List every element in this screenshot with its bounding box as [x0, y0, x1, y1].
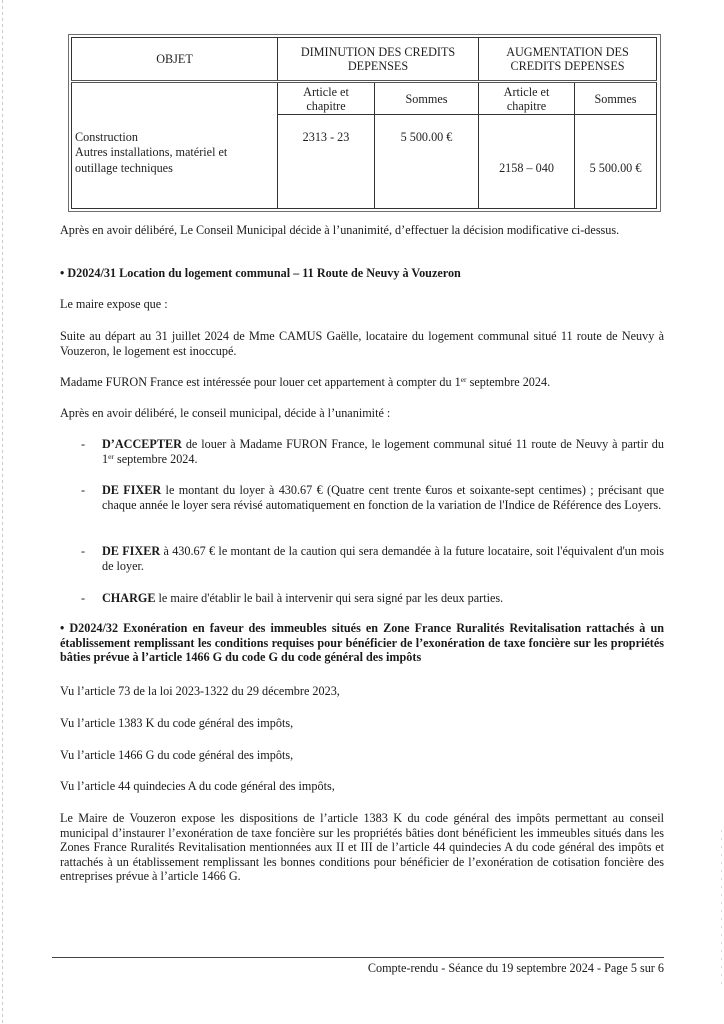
list-dash: -: [81, 437, 86, 451]
list-item-sup: er: [108, 451, 114, 461]
objet-line-1: Construction: [75, 129, 138, 144]
list-dash: -: [81, 483, 86, 497]
list-item: [102, 483, 664, 512]
header-objet: OBJET: [72, 38, 278, 82]
objet-line-2: Autres installations, matériel et outillage techniques: [75, 145, 228, 175]
section-31-title: • D2024/31 Location du logement communal – 11 Route de Neuvy à Vouzeron: [60, 266, 461, 280]
cell-aug-article: 2158 – 040: [479, 115, 575, 209]
subheader-aug-article: Article et chapitre: [479, 82, 575, 115]
credits-table-frame: [68, 34, 661, 212]
cell-objet: [72, 115, 278, 209]
list-dash: -: [81, 591, 86, 605]
cell-dim-article: 2313 - 23: [278, 115, 375, 209]
subheader-dim-article: Article et chapitre: [278, 82, 375, 115]
list-item-text-end: septembre 2024.: [113, 451, 198, 466]
objet-spacer: [72, 82, 278, 115]
vu-item: Vu l’article 1383 K du code général des impôts,: [60, 716, 294, 730]
vu-item: Vu l’article 44 quindecies A du code général des impôts,: [60, 779, 335, 793]
list-item: [102, 591, 664, 606]
list-item: [102, 544, 664, 573]
section-31-p1: Suite au départ au 31 juillet 2024 de Mme CAMUS Gaëlle, locataire du logement communal situé 11 route de Neuvy à Vouzeron, le logement est inoccupé.: [60, 329, 664, 358]
section-31-p3: Après en avoir délibéré, le conseil municipal, décide à l’unanimité :: [60, 406, 391, 420]
section-31-p2: [60, 375, 664, 390]
list-item-text: le montant du loyer à 430.67 € (Quatre cent trente €uros et soixante-sept centimes) ; précisant que chaque année le loyer sera révisé automatiquement en fonction de la variation de l'Indice de Référence des Loyers.: [102, 483, 664, 512]
list-item-keyword: D’ACCEPTER: [102, 437, 182, 451]
section-32-expose: Le Maire de Vouzeron expose les dispositions de l’article 1383 K du code général des impôts permettant au conseil municipal d’instaurer l’exonération de taxe foncière sur les propriétés bâties dont bénéficient les immeubles situés dans les Zones France Ruralités Revitalisation mentionnées aux II et III de l’article 44 quindecies A du code général des impôts et rattachés à un établissement remplissant les bonnes conditions pour bénéficier de l’exonération de cotisation foncière des entreprises prévue à l’article 1466 G.: [60, 811, 664, 884]
page-footer: Compte-rendu - Séance du 19 septembre 2024 - Page 5 sur 6: [367, 961, 664, 975]
subheader-aug-sommes: Sommes: [575, 82, 657, 115]
list-item-keyword: DE FIXER: [102, 483, 162, 497]
table-subheader-row: [72, 82, 657, 115]
scan-artifact-left: [2, 0, 3, 1024]
header-diminution: DIMINUTION DES CREDITS DEPENSES: [278, 38, 479, 82]
list-item: [102, 437, 664, 466]
list-item-text: à 430.67 € le montant de la caution qui sera demandée à la future locataire, soit l'équivalent d'un mois de loyer.: [102, 544, 665, 573]
section-31-p2-after: septembre 2024.: [466, 375, 551, 389]
list-item-keyword: DE FIXER: [102, 544, 161, 558]
section-31-p2-sup: er: [460, 375, 467, 384]
scan-artifact-right: [721, 830, 722, 990]
cell-aug-sommes: 5 500.00 €: [575, 115, 657, 209]
section-31-p2-before: Madame FURON France est intéressée pour louer cet appartement à compter du 1: [60, 375, 461, 389]
vu-item: Vu l’article 73 de la loi 2023-1322 du 29 décembre 2023,: [60, 684, 340, 698]
decision-dm-paragraph: Après en avoir délibéré, Le Conseil Municipal décide à l’unanimité, d’effectuer la décision modificative ci-dessus.: [60, 223, 620, 237]
subheader-dim-sommes: Sommes: [375, 82, 479, 115]
vu-item: Vu l’article 1466 G du code général des impôts,: [60, 748, 294, 762]
list-item-text: de louer à Madame FURON France, le logement communal situé 11 route de Neuvy à partir du 1: [102, 437, 664, 466]
header-augmentation: AUGMENTATION DES CREDITS DEPENSES: [479, 38, 657, 82]
section-32-title: • D2024/32 Exonération en faveur des immeubles situés en Zone France Ruralités Revitalisation rattachés à un établissement remplissant les conditions requises pour bénéficier de l’exonération de taxe foncière sur les propriétés bâties prévue à l’article 1466 G du code G du code général des impôts: [60, 621, 664, 665]
section-31-intro: Le maire expose que :: [60, 297, 168, 311]
list-item-keyword: CHARGE: [102, 591, 156, 605]
list-item-text: le maire d'établir le bail à intervenir qui sera signé par les deux parties.: [155, 591, 504, 605]
table-header-row: [72, 38, 657, 82]
footer-divider: [52, 957, 664, 958]
list-dash: -: [81, 544, 86, 558]
cell-dim-sommes: 5 500.00 €: [375, 115, 479, 209]
table-row: [72, 115, 657, 209]
credits-table: [71, 37, 657, 209]
